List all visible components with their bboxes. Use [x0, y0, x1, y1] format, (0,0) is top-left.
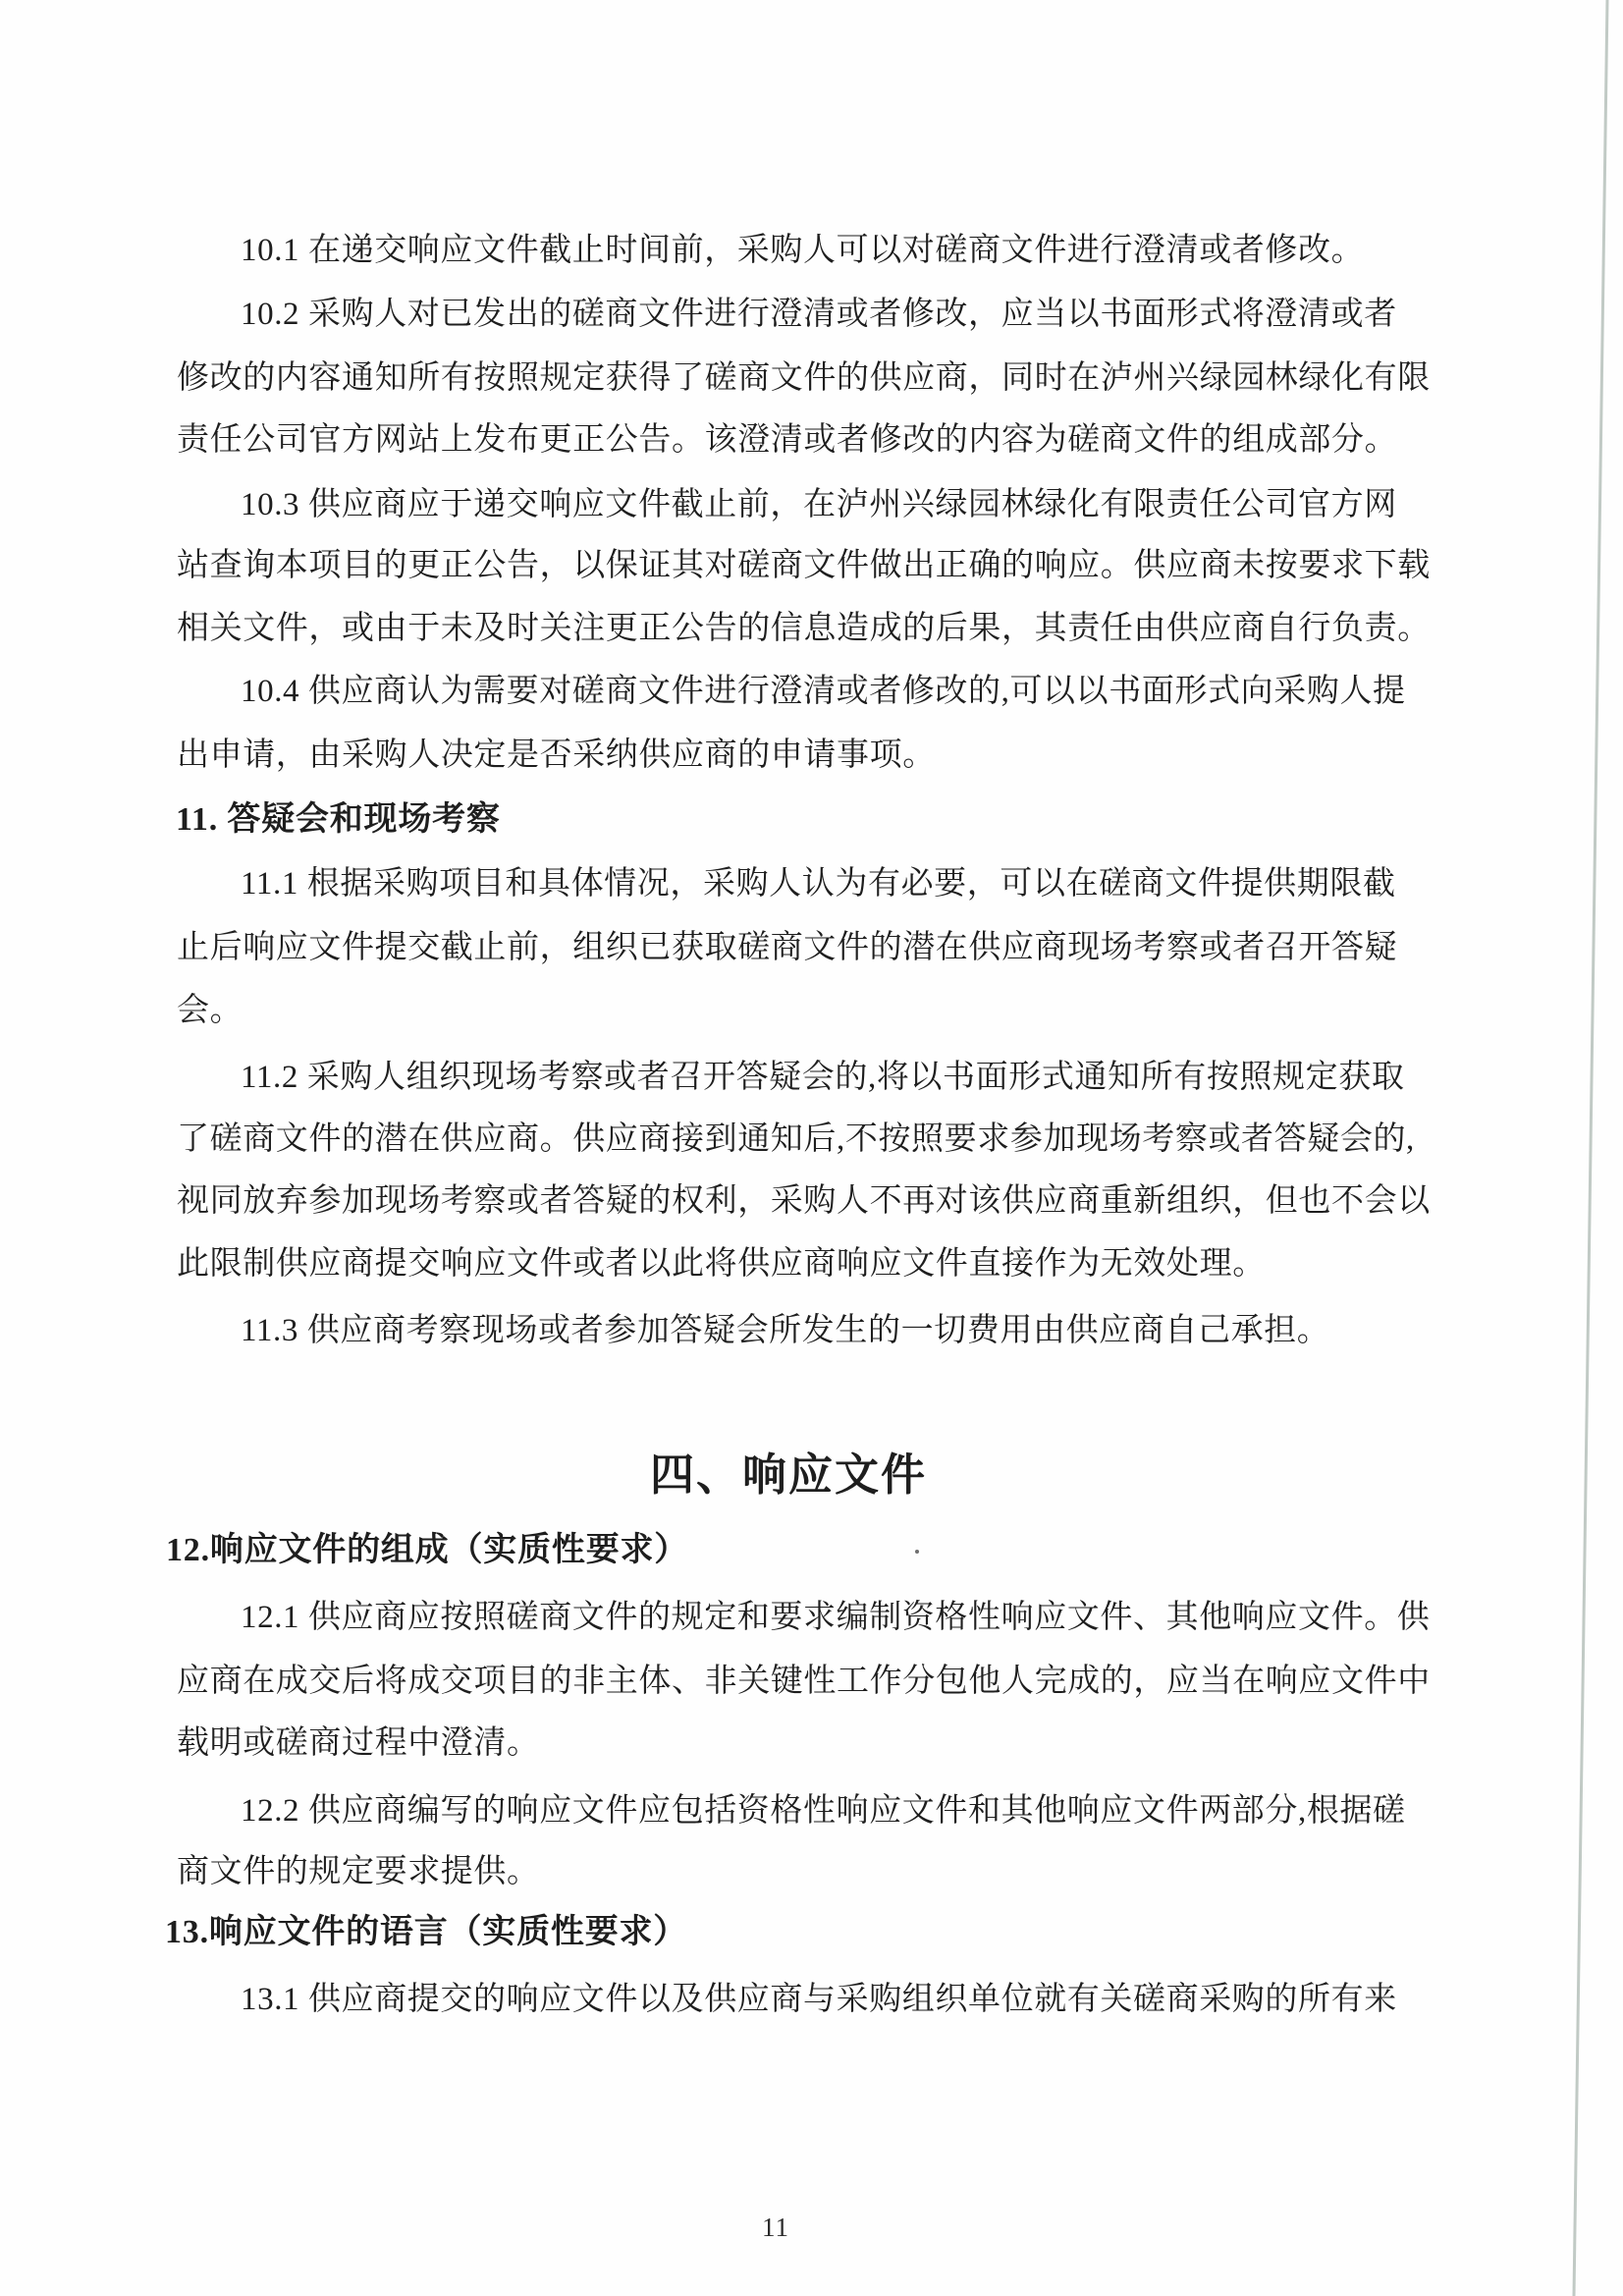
page-number: 11	[762, 2213, 789, 2242]
section-heading-13: 13.响应文件的语言（实质性要求）	[165, 1914, 688, 1950]
text-line: 应商在成交后将成交项目的非主体、非关键性工作分包他人完成的，应当在响应文件中	[177, 1664, 1431, 1699]
section-title: 四、响应文件	[650, 1450, 928, 1500]
text-line: 12.2 供应商编写的响应文件应包括资格性响应文件和其他响应文件两部分,根据磋	[241, 1793, 1406, 1829]
text-line: 11.2 采购人组织现场考察或者召开答疑会的,将以书面形式通知所有按照规定获取	[241, 1060, 1405, 1095]
text-line: 11.1 根据采购项目和具体情况，采购人认为有必要，可以在磋商文件提供期限截	[241, 866, 1396, 902]
section-heading-11: 11. 答疑会和现场考察	[176, 801, 501, 838]
text-line: 11.3 供应商考察现场或者参加答疑会所发生的一切费用由供应商自己承担。	[241, 1313, 1330, 1348]
text-line: 责任公司官方网站上发布更正公告。该澄清或者修改的内容为磋商文件的组成部分。	[177, 422, 1398, 458]
text-line: 商文件的规定要求提供。	[177, 1854, 540, 1889]
text-line: 10.3 供应商应于递交响应文件截止前，在泸州兴绿园林绿化有限责任公司官方网	[241, 487, 1397, 522]
text-line: 12.1 供应商应按照磋商文件的规定和要求编制资格性响应文件、其他响应文件。供	[241, 1600, 1431, 1635]
text-line: 10.4 供应商认为需要对磋商文件进行澄清或者修改的,可以以书面形式向采购人提	[241, 674, 1406, 709]
text-line: 修改的内容通知所有按照规定获得了磋商文件的供应商，同时在泸州兴绿园林绿化有限	[177, 360, 1431, 396]
text-line: 止后响应文件提交截止前，组织已获取磋商文件的潜在供应商现场考察或者召开答疑	[177, 930, 1398, 965]
text-line: 了磋商文件的潜在供应商。供应商接到通知后,不按照要求参加现场考察或者答疑会的,	[177, 1121, 1415, 1157]
text-line: 会。	[177, 993, 243, 1028]
text-line: 视同放弃参加现场考察或者答疑的权利，采购人不再对该供应商重新组织，但也不会以	[177, 1183, 1431, 1219]
text-line: 10.2 采购人对已发出的磋商文件进行澄清或者修改，应当以书面形式将澄清或者	[241, 297, 1397, 332]
text-line: 10.1 在递交响应文件截止时间前，采购人可以对磋商文件进行澄清或者修改。	[241, 233, 1365, 268]
text-line: 站查询本项目的更正公告，以保证其对磋商文件做出正确的响应。供应商未按要求下载	[177, 548, 1431, 583]
ink-speck	[915, 1550, 919, 1554]
text-line: 出申请，由采购人决定是否采纳供应商的申请事项。	[177, 738, 936, 773]
text-line: 相关文件，或由于未及时关注更正公告的信息造成的后果，其责任由供应商自行负责。	[177, 611, 1431, 646]
text-line: 载明或磋商过程中澄清。	[177, 1725, 540, 1761]
section-heading-12: 12.响应文件的组成（实质性要求）	[166, 1532, 689, 1568]
text-line: 此限制供应商提交响应文件或者以此将供应商响应文件直接作为无效处理。	[177, 1246, 1266, 1282]
text-line: 13.1 供应商提交的响应文件以及供应商与采购组织单位就有关磋商采购的所有来	[241, 1982, 1397, 2017]
